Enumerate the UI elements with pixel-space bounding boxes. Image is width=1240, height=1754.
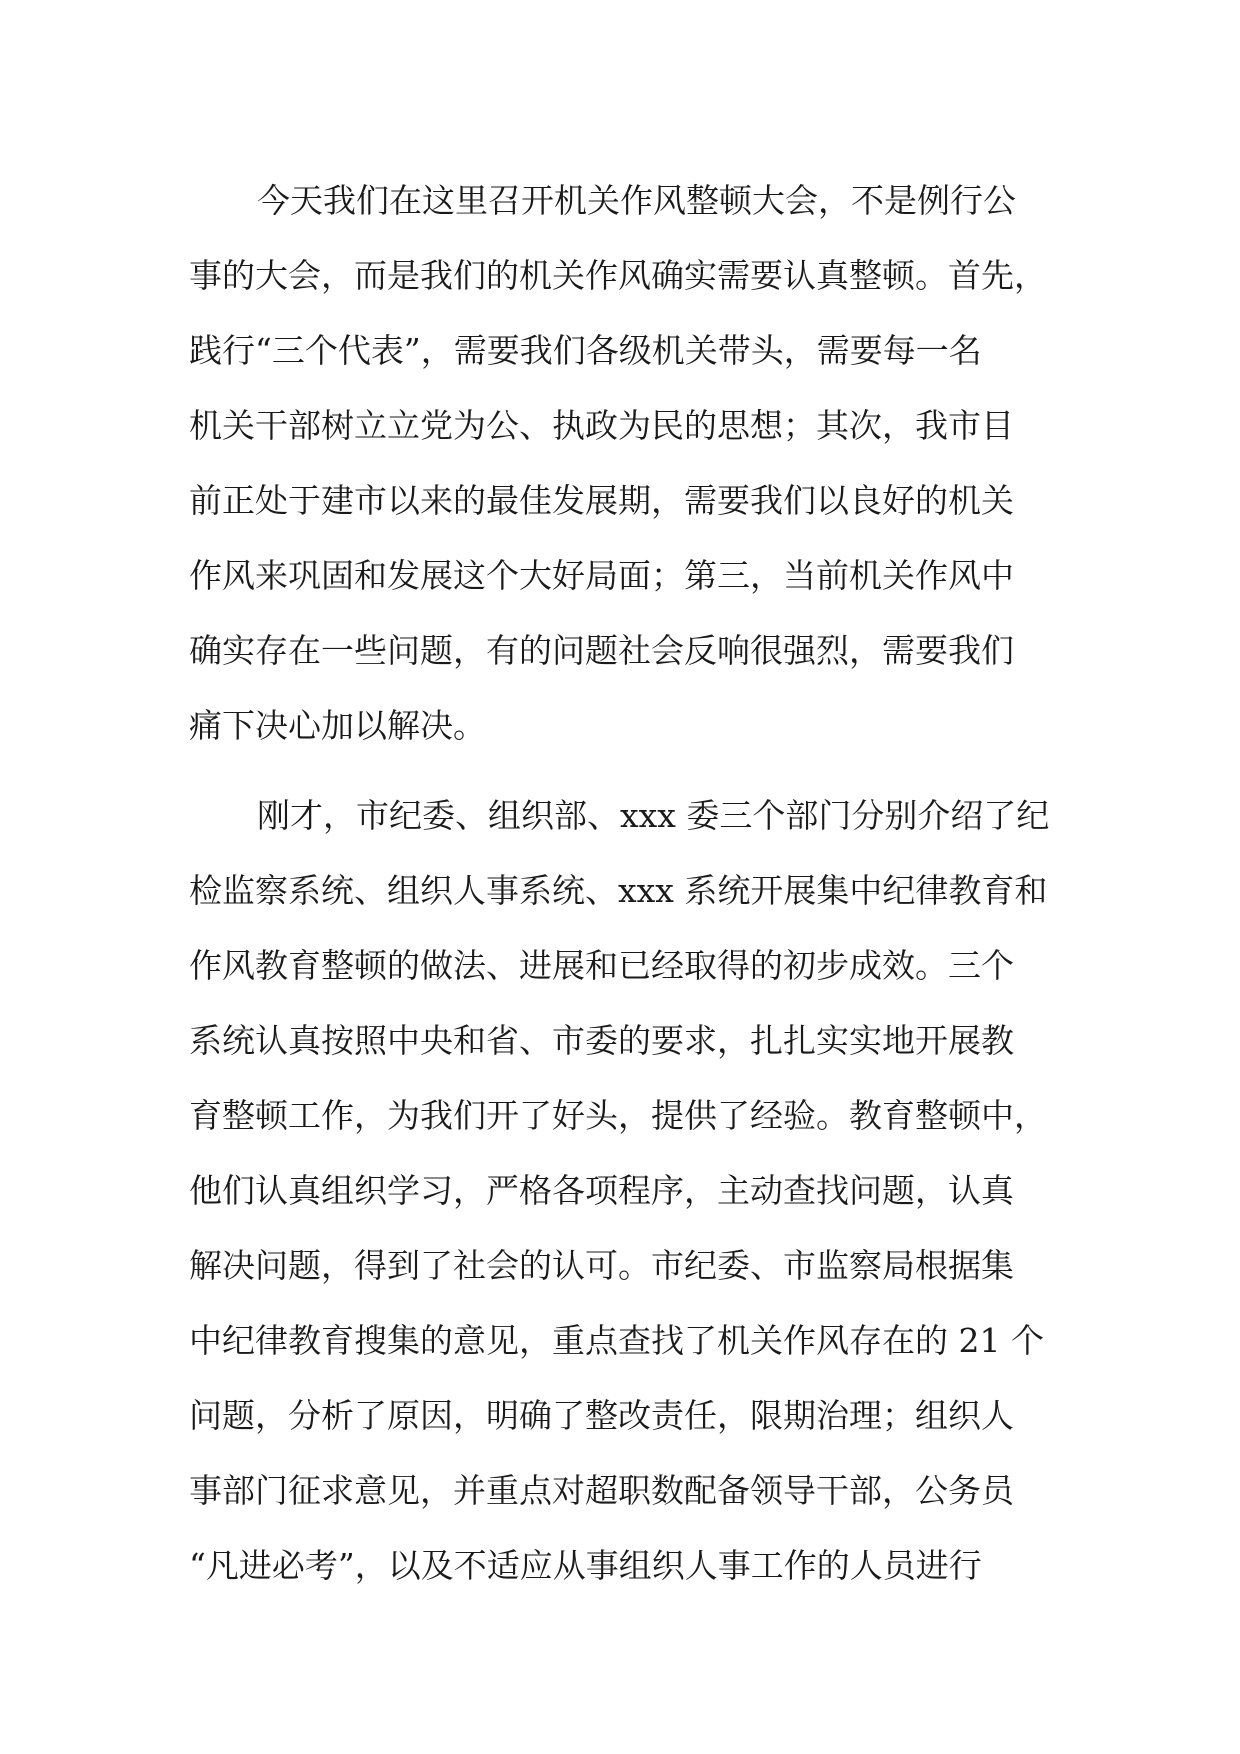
text-line: 确实存在一些问题，有的问题社会反响很强烈，需要我们	[189, 631, 1014, 670]
text-line: 刚才，市纪委、组织部、xxx 委三个部门分别介绍了纪	[257, 796, 1050, 835]
text-line: 前正处于建市以来的最佳发展期，需要我们以良好的机关	[189, 481, 1014, 520]
text-line: 解决问题，得到了社会的认可。市纪委、市监察局根据集	[189, 1246, 1014, 1285]
text-line: 事的大会，而是我们的机关作风确实需要认真整顿。首先，	[189, 256, 1047, 295]
text-line: 机关干部树立立党为公、执政为民的思想；其次，我市目	[189, 406, 1014, 445]
text-line: 中纪律教育搜集的意见，重点查找了机关作风存在的 21 个	[189, 1321, 1044, 1360]
text-line: 痛下决心加以解决。	[189, 706, 486, 745]
text-line: 育整顿工作，为我们开了好头，提供了经验。教育整顿中，	[189, 1096, 1047, 1135]
text-line: 系统认真按照中央和省、市委的要求，扎扎实实地开展教	[189, 1021, 1014, 1060]
paragraph-1	[189, 163, 1069, 763]
text-line: 他们认真组织学习，严格各项程序，主动查找问题，认真	[189, 1171, 1014, 1210]
text-line: “凡进必考”，以及不适应从事组织人事工作的人员进行	[189, 1546, 982, 1585]
text-line: 检监察系统、组织人事系统、xxx 系统开展集中纪律教育和	[189, 871, 1048, 910]
text-line: 作风教育整顿的做法、进展和已经取得的初步成效。三个	[189, 946, 1014, 985]
text-line: 今天我们在这里召开机关作风整顿大会，不是例行公	[257, 181, 1016, 220]
document-body	[189, 163, 1069, 1603]
text-line: 践行“三个代表”，需要我们各级机关带头，需要每一名	[189, 331, 982, 370]
text-line: 作风来巩固和发展这个大好局面；第三，当前机关作风中	[189, 556, 1014, 595]
text-line: 事部门征求意见，并重点对超职数配备领导干部，公务员	[189, 1471, 1014, 1510]
paragraph-2	[189, 778, 1069, 1603]
text-line: 问题，分析了原因，明确了整改责任，限期治理；组织人	[189, 1396, 1014, 1435]
